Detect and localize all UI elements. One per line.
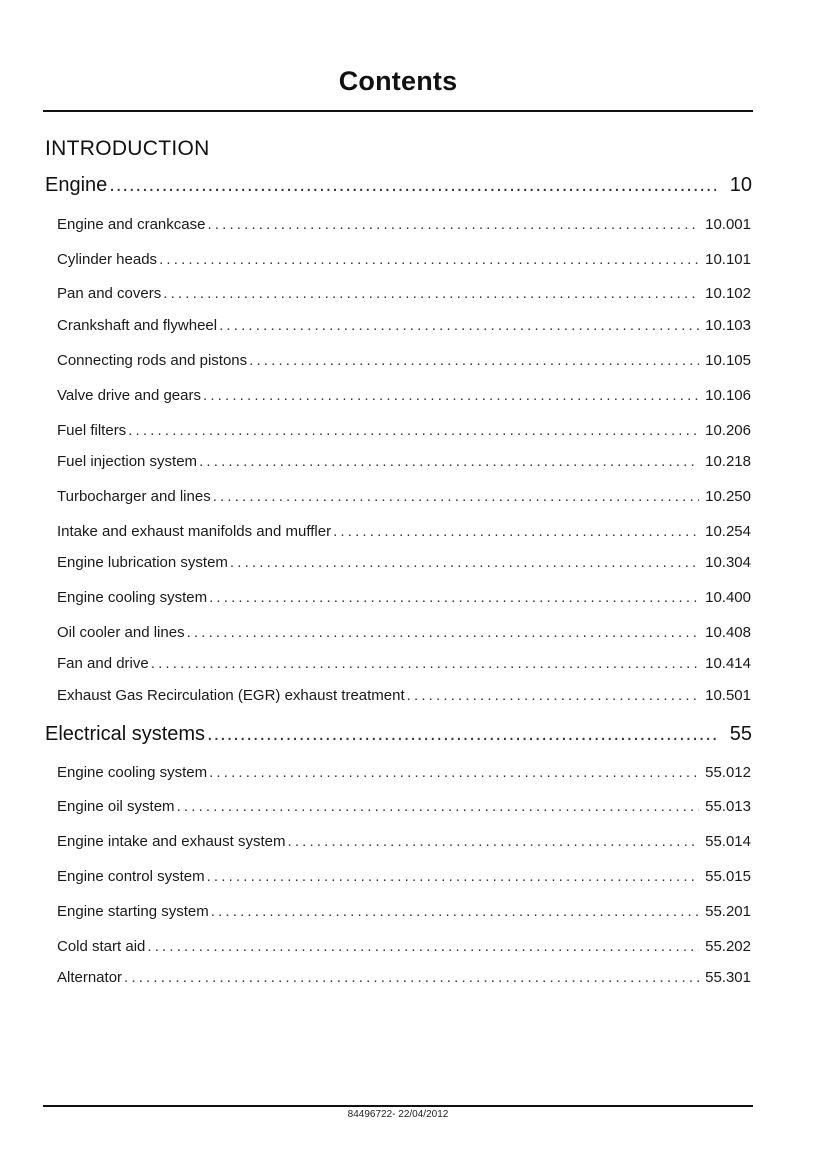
- footer-rule: [43, 1105, 753, 1107]
- toc-entry-page: 55.015: [705, 868, 751, 885]
- toc-section-page: 55: [729, 723, 752, 745]
- toc-leader: [151, 655, 699, 672]
- toc-entry[interactable]: [57, 624, 751, 641]
- toc-leader: [207, 216, 699, 233]
- toc-leader: [207, 868, 700, 885]
- toc-leader: [407, 687, 699, 704]
- toc-entry-page: 55.201: [705, 903, 751, 920]
- toc-leader: [211, 903, 699, 920]
- toc-entry[interactable]: [57, 216, 751, 233]
- toc-entry[interactable]: [57, 938, 751, 955]
- toc-leader: [249, 352, 699, 369]
- toc-entry-title: Cold start aid: [57, 938, 146, 955]
- toc-leader: [287, 833, 699, 850]
- toc-entry-page: 10.206: [705, 422, 751, 439]
- toc-entry[interactable]: [57, 554, 751, 571]
- toc-entry-page: 10.501: [705, 687, 751, 704]
- toc-entry-title: Intake and exhaust manifolds and muffler: [57, 523, 332, 540]
- toc-entry-title: Engine oil system: [57, 798, 175, 815]
- toc-entry-page: 55.202: [705, 938, 751, 955]
- toc-leader: [199, 453, 699, 470]
- toc-entry-page: 55.013: [705, 798, 751, 815]
- toc-entry-title: Cylinder heads: [57, 251, 158, 268]
- toc-leader: [128, 422, 699, 439]
- toc-entry-page: 10.106: [705, 387, 751, 404]
- toc-entry-title: Engine intake and exhaust system: [57, 833, 286, 850]
- toc-leader: [203, 387, 699, 404]
- toc-entry[interactable]: [57, 903, 751, 920]
- toc-leader: [187, 624, 700, 641]
- toc-entry-title: Pan and covers: [57, 285, 162, 302]
- toc-entry[interactable]: [57, 251, 751, 268]
- toc-entry-title: Turbocharger and lines: [57, 488, 211, 505]
- toc-entry-title: Crankshaft and flywheel: [57, 317, 218, 334]
- toc-leader: [333, 523, 699, 540]
- toc-entry-title: Fuel injection system: [57, 453, 198, 470]
- toc-entry-page: 10.218: [705, 453, 751, 470]
- footer-doc-id: 84496722- 22/04/2012: [347, 1109, 449, 1120]
- toc-leader: [124, 969, 699, 986]
- toc-entry-title: Valve drive and gears: [57, 387, 201, 404]
- toc-entry-page: 10.105: [705, 352, 751, 369]
- toc-section-engine[interactable]: [45, 174, 752, 197]
- toc-entry-page: 10.101: [705, 251, 751, 268]
- toc-entry-page: 55.014: [705, 833, 751, 850]
- toc-entry-page: 10.408: [705, 624, 751, 641]
- toc-entry-title: Engine control system: [57, 868, 205, 885]
- toc-entry-page: 10.400: [705, 589, 751, 606]
- toc-entry-title: Fuel filters: [57, 422, 127, 439]
- toc-entry[interactable]: [57, 687, 751, 704]
- toc-entry-title: Exhaust Gas Recirculation (EGR) exhaust treatment: [57, 687, 405, 704]
- toc-leader: [209, 764, 699, 781]
- toc-entry[interactable]: [57, 453, 751, 470]
- toc-leader: [213, 488, 699, 505]
- toc-entry[interactable]: [57, 523, 751, 540]
- title-rule: [43, 110, 753, 112]
- toc-section-title: Engine: [45, 174, 108, 196]
- toc-entry-page: 10.102: [705, 285, 751, 302]
- toc-entry-page: 10.250: [705, 488, 751, 505]
- toc-entry-title: Engine and crankcase: [57, 216, 206, 233]
- toc-entry-title: Engine starting system: [57, 903, 209, 920]
- toc-leader: [159, 251, 699, 268]
- toc-section-title: Electrical systems: [45, 723, 206, 745]
- toc-entry[interactable]: [57, 285, 751, 302]
- toc-entry-title: Connecting rods and pistons: [57, 352, 248, 369]
- toc-entry[interactable]: [57, 833, 751, 850]
- toc-entry-page: 55.012: [705, 764, 751, 781]
- toc-entry[interactable]: [57, 868, 751, 885]
- toc-leader: [219, 317, 699, 334]
- toc-leader: [163, 285, 699, 302]
- toc-entry-page: 10.254: [705, 523, 751, 540]
- toc-entry[interactable]: [57, 655, 751, 672]
- toc-leader: [147, 938, 699, 955]
- toc-leader: [207, 723, 716, 746]
- toc-entry[interactable]: [57, 387, 751, 404]
- toc-entry[interactable]: [57, 317, 751, 334]
- toc-entry-page: 10.414: [705, 655, 751, 672]
- toc-entry-title: Oil cooler and lines: [57, 624, 185, 641]
- toc-leader: [209, 589, 699, 606]
- toc-entry-page: 10.103: [705, 317, 751, 334]
- toc-entry-title: Fan and drive: [57, 655, 149, 672]
- toc-entry-page: 55.301: [705, 969, 751, 986]
- toc-leader: [177, 798, 700, 815]
- toc-entry-title: Engine cooling system: [57, 589, 208, 606]
- toc-entry[interactable]: [57, 764, 751, 781]
- toc-section-page: 10: [729, 174, 752, 196]
- toc-entry-title: Engine cooling system: [57, 764, 208, 781]
- toc-entry[interactable]: [57, 798, 751, 815]
- toc-entry[interactable]: [57, 422, 751, 439]
- toc-leader: [109, 174, 715, 197]
- toc-section-electrical-systems[interactable]: [45, 723, 752, 746]
- toc-entry-title: Engine lubrication system: [57, 554, 228, 571]
- toc-entry-title: Alternator: [57, 969, 123, 986]
- part-heading: INTRODUCTION: [45, 137, 210, 160]
- toc-entry[interactable]: [57, 352, 751, 369]
- toc-leader: [230, 554, 699, 571]
- toc-entry[interactable]: [57, 488, 751, 505]
- toc-entry[interactable]: [57, 589, 751, 606]
- page-title: Contents: [338, 66, 458, 96]
- toc-entry-page: 10.304: [705, 554, 751, 571]
- toc-entry-page: 10.001: [705, 216, 751, 233]
- toc-entry[interactable]: [57, 969, 751, 986]
